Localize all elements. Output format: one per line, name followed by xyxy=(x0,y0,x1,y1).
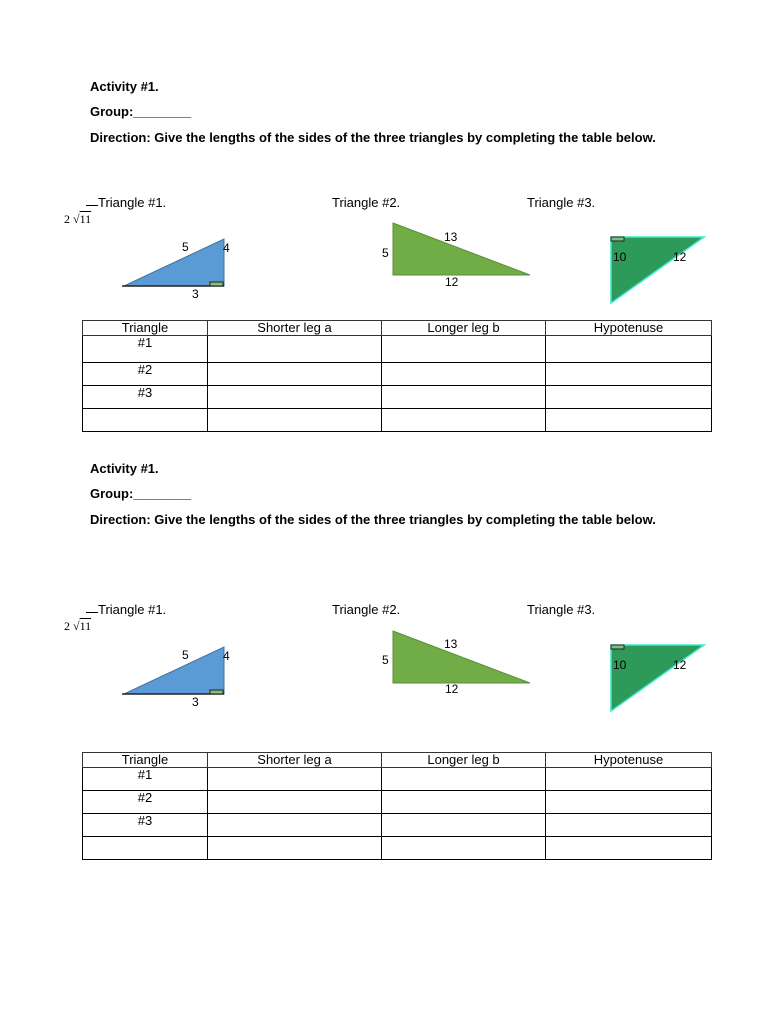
longer-leg-cell[interactable] xyxy=(382,837,546,860)
radicand: 11 xyxy=(79,212,92,226)
hypotenuse-cell[interactable] xyxy=(546,814,712,837)
direction-text: Direction: Give the lengths of the sides of the three triangles by completing the table below. xyxy=(90,130,656,145)
row-label: #3 xyxy=(83,814,208,837)
row-label: #1 xyxy=(83,768,208,791)
header-longer-leg: Longer leg b xyxy=(382,753,546,768)
longer-leg-cell[interactable] xyxy=(382,363,546,386)
row-label: #1 xyxy=(83,336,208,363)
triangle-1-side-hypotenuse: 5 xyxy=(182,648,189,662)
header-hypotenuse: Hypotenuse xyxy=(546,753,712,768)
triangle-3-shape xyxy=(606,641,710,715)
row-label: #2 xyxy=(83,363,208,386)
triangle-3-shape xyxy=(606,233,710,307)
group-field: Group:________ xyxy=(90,486,192,501)
header-shorter-leg: Shorter leg a xyxy=(208,753,382,768)
table-row xyxy=(83,409,712,432)
shorter-leg-cell[interactable] xyxy=(208,363,382,386)
shorter-leg-cell[interactable] xyxy=(208,409,382,432)
table-header-row xyxy=(83,321,712,336)
triangle-2-label: Triangle #2. xyxy=(332,195,401,210)
triangle-3-side-left: 10 xyxy=(613,658,627,672)
triangle-1-side-vertical: 4 xyxy=(223,241,230,255)
triangle-2-side-hypotenuse: 13 xyxy=(444,637,458,651)
longer-leg-cell[interactable] xyxy=(382,768,546,791)
group-field: Group:________ xyxy=(90,104,192,119)
triangle-1-side-base: 3 xyxy=(192,695,199,709)
longer-leg-cell[interactable] xyxy=(382,814,546,837)
header-hypotenuse: Hypotenuse xyxy=(546,321,712,336)
shorter-leg-cell[interactable] xyxy=(208,336,382,363)
radical-coefficient: 2 xyxy=(64,619,70,633)
activity-title: Activity #1. xyxy=(90,79,159,94)
hypotenuse-cell[interactable] xyxy=(546,791,712,814)
triangle-1-label: Triangle #1. xyxy=(98,195,167,210)
longer-leg-cell[interactable] xyxy=(382,336,546,363)
table-header-row xyxy=(83,753,712,768)
label-underline xyxy=(86,612,98,613)
triangle-1-shape xyxy=(120,236,230,291)
radical-sign: √ xyxy=(73,212,80,226)
table-row xyxy=(83,791,712,814)
hypotenuse-cell[interactable] xyxy=(546,409,712,432)
triangle-3-label: Triangle #3. xyxy=(527,195,596,210)
longer-leg-cell[interactable] xyxy=(382,409,546,432)
triangle-3-label: Triangle #3. xyxy=(527,602,596,617)
triangle-1-side-vertical: 4 xyxy=(223,649,230,663)
triangle-3-side-right: 12 xyxy=(673,658,687,672)
row-label xyxy=(83,409,208,432)
radical-coefficient: 2 xyxy=(64,212,70,226)
hypotenuse-cell[interactable] xyxy=(546,768,712,791)
table-row xyxy=(83,386,712,409)
shorter-leg-cell[interactable] xyxy=(208,791,382,814)
hypotenuse-cell[interactable] xyxy=(546,363,712,386)
row-label: #3 xyxy=(83,386,208,409)
triangle-2-label: Triangle #2. xyxy=(332,602,401,617)
hypotenuse-cell[interactable] xyxy=(546,336,712,363)
table-row xyxy=(83,768,712,791)
header-triangle: Triangle xyxy=(83,321,208,336)
triangle-2-side-hypotenuse: 13 xyxy=(444,230,458,244)
answer-table xyxy=(82,320,712,432)
triangle-3-side-left: 10 xyxy=(613,250,627,264)
table-row xyxy=(83,837,712,860)
shorter-leg-cell[interactable] xyxy=(208,837,382,860)
row-label: #2 xyxy=(83,791,208,814)
radical-expression xyxy=(64,212,91,227)
hypotenuse-cell[interactable] xyxy=(546,386,712,409)
activity-title: Activity #1. xyxy=(90,461,159,476)
longer-leg-cell[interactable] xyxy=(382,386,546,409)
triangle-1-side-hypotenuse: 5 xyxy=(182,240,189,254)
shorter-leg-cell[interactable] xyxy=(208,768,382,791)
row-label xyxy=(83,837,208,860)
shorter-leg-cell[interactable] xyxy=(208,386,382,409)
table-row xyxy=(83,814,712,837)
header-longer-leg: Longer leg b xyxy=(382,321,546,336)
triangle-1-side-base: 3 xyxy=(192,287,199,301)
hypotenuse-cell[interactable] xyxy=(546,837,712,860)
triangle-2-side-base: 12 xyxy=(445,682,459,696)
radical-sign: √ xyxy=(73,619,80,633)
direction-text: Direction: Give the lengths of the sides of the three triangles by completing the table below. xyxy=(90,512,656,527)
triangle-2-side-vertical: 5 xyxy=(382,246,389,260)
longer-leg-cell[interactable] xyxy=(382,791,546,814)
radicand: 11 xyxy=(79,619,92,633)
label-underline xyxy=(86,205,98,206)
answer-table xyxy=(82,752,712,860)
triangle-2-shape xyxy=(390,628,535,686)
triangle-1-shape xyxy=(120,644,230,699)
triangle-3-side-right: 12 xyxy=(673,250,687,264)
triangle-1-label: Triangle #1. xyxy=(98,602,167,617)
triangle-2-side-vertical: 5 xyxy=(382,653,389,667)
header-triangle: Triangle xyxy=(83,753,208,768)
radical-expression xyxy=(64,619,91,634)
header-shorter-leg: Shorter leg a xyxy=(208,321,382,336)
triangle-2-shape xyxy=(390,220,535,278)
table-row xyxy=(83,363,712,386)
table-row xyxy=(83,336,712,363)
triangle-2-side-base: 12 xyxy=(445,275,459,289)
shorter-leg-cell[interactable] xyxy=(208,814,382,837)
